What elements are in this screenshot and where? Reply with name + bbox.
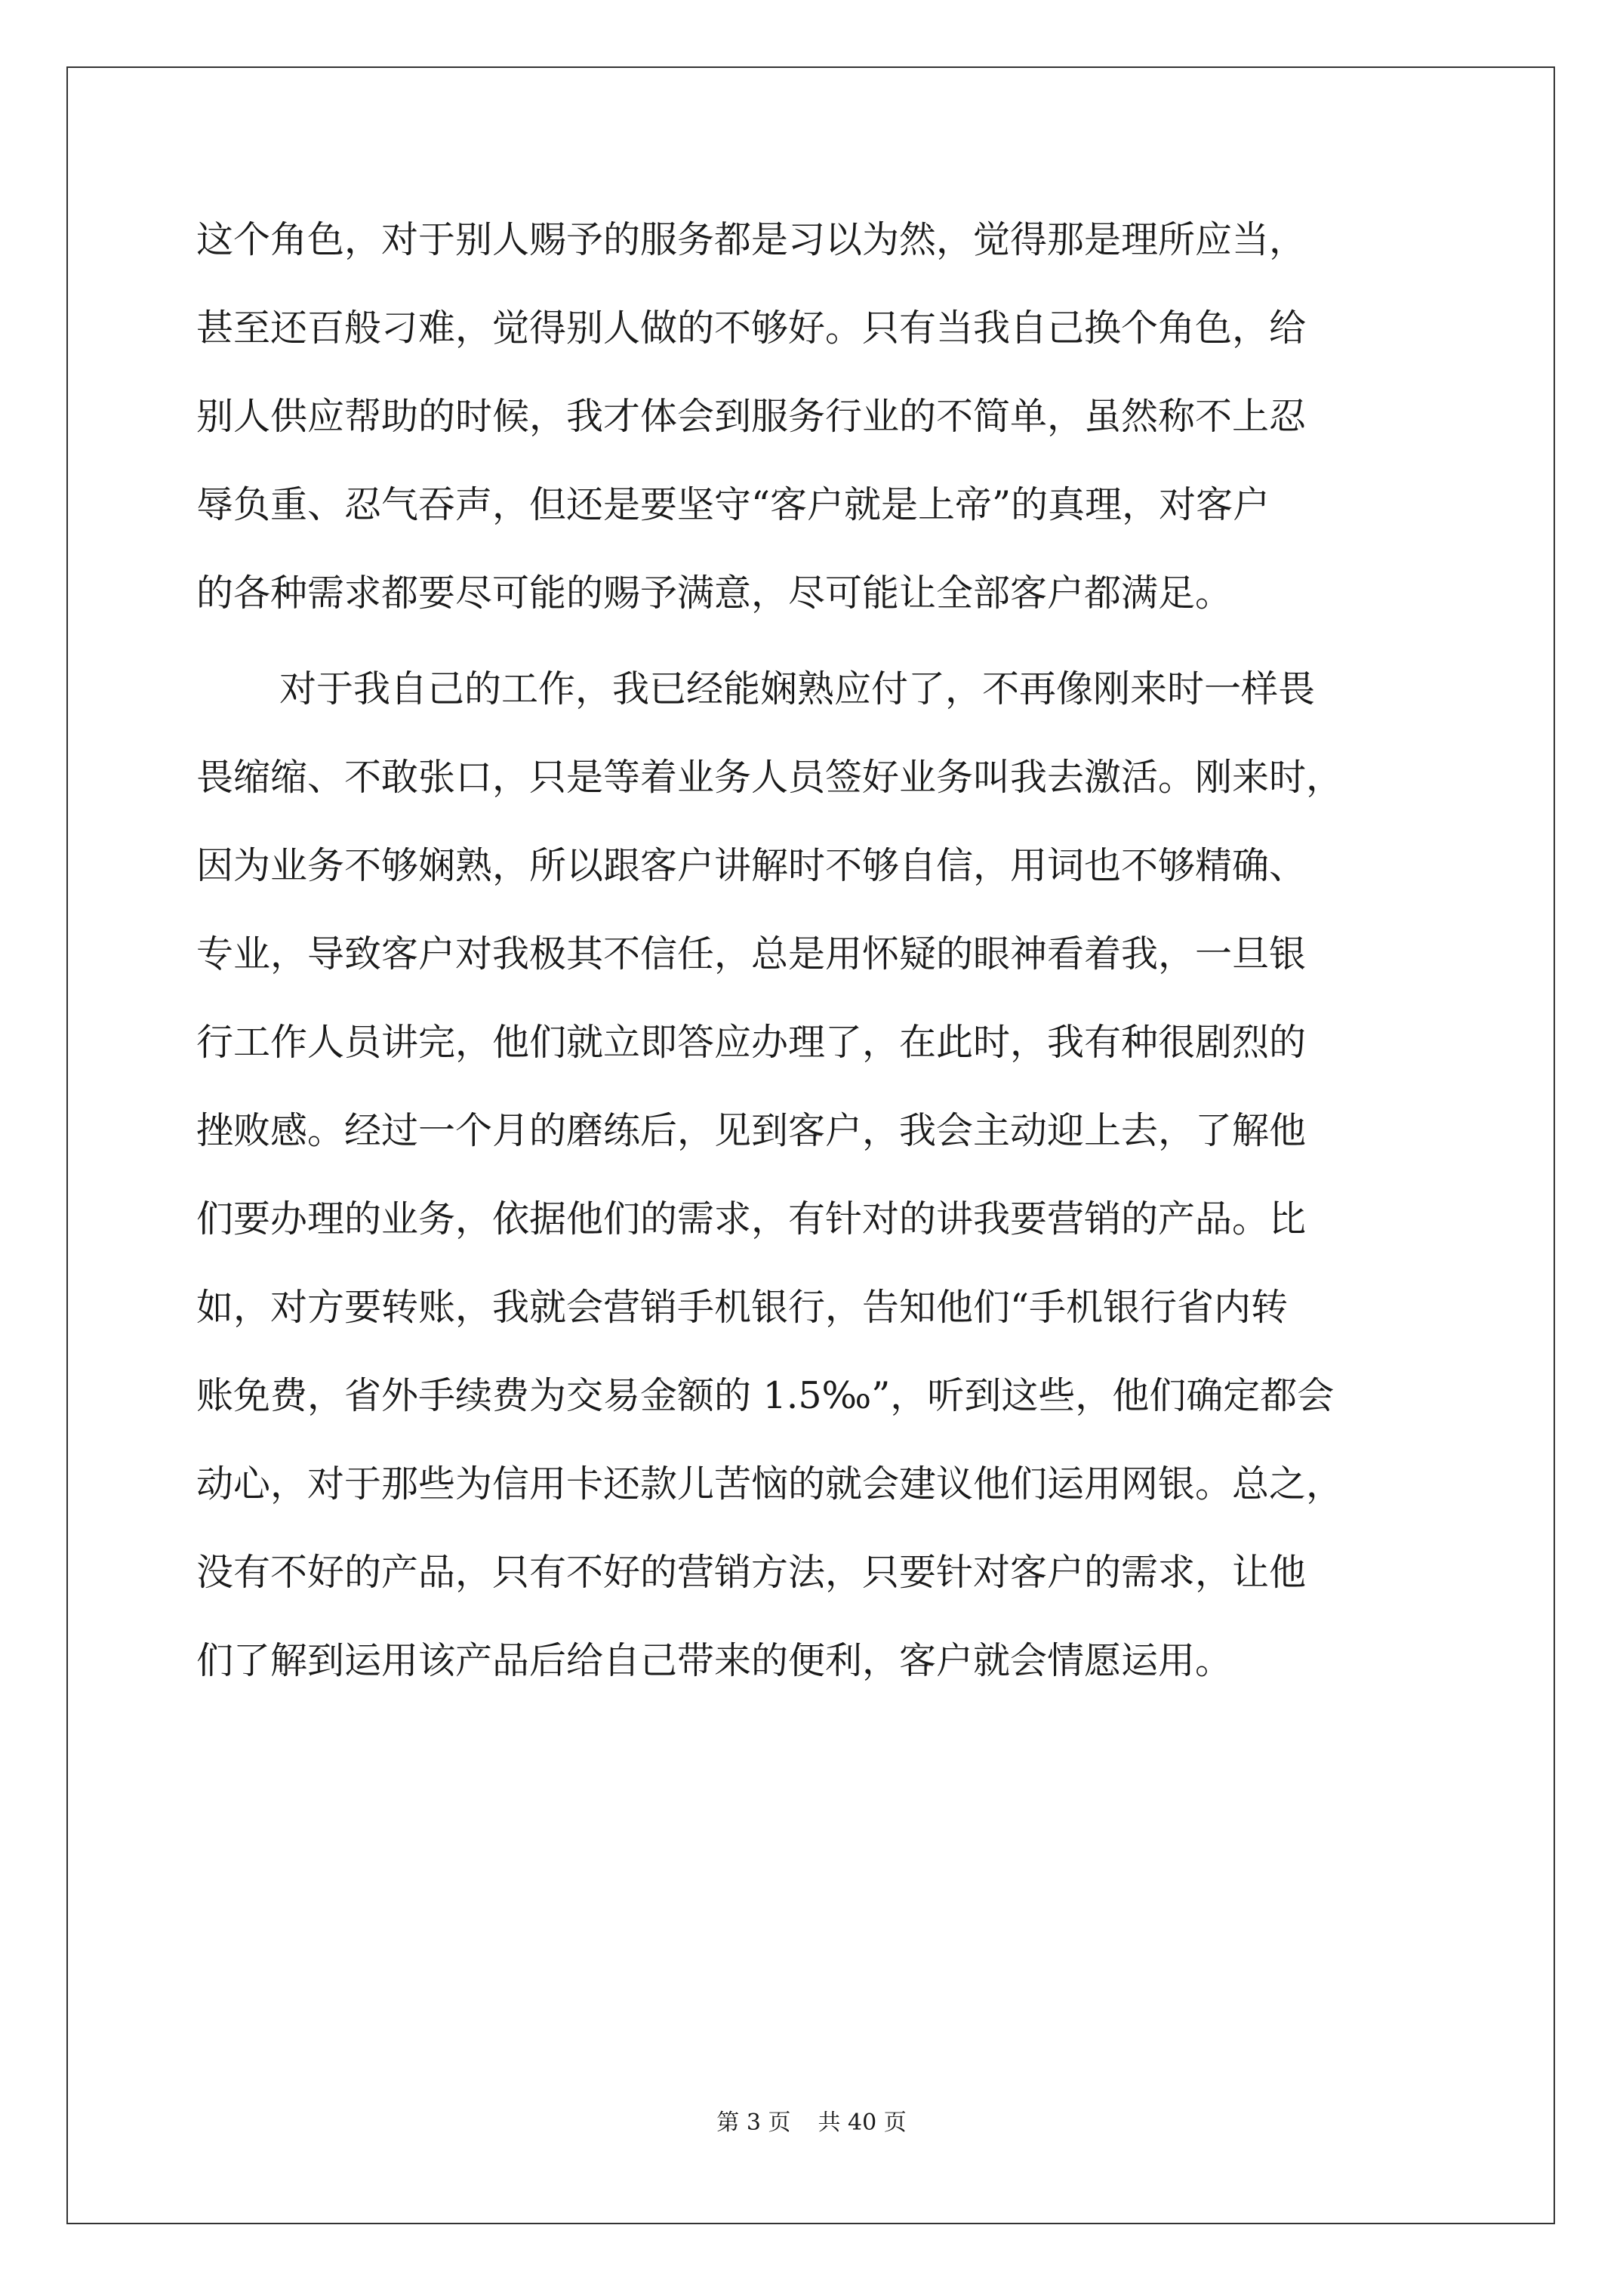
text-line: 因为业务不够娴熟，所以跟客户讲解时不够自信，用词也不够精确、 xyxy=(196,844,1307,887)
text-line: 没有不好的产品，只有不好的营销方法，只要针对客户的需求，让他 xyxy=(196,1551,1307,1594)
text-line: 如，对方要转账，我就会营销手机银行，告知他们“手机银行省内转 xyxy=(196,1286,1289,1329)
text-line: 动心，对于那些为信用卡还款儿苦恼的就会建议他们运用网银。总之， xyxy=(196,1462,1344,1505)
text-line: 的各种需求都要尽可能的赐予满意，尽可能让全部客户都满足。 xyxy=(196,572,1233,615)
page-total: 共 40 页 xyxy=(818,2110,907,2136)
text-line: 畏缩缩、不敢张口，只是等着业务人员签好业务叫我去激活。刚来时， xyxy=(196,756,1344,799)
text-line: 专业，导致客户对我极其不信任，总是用怀疑的眼神看着我，一旦银 xyxy=(196,932,1307,975)
text-line: 挫败感。经过一个月的磨练后，见到客户，我会主动迎上去，了解他 xyxy=(196,1109,1307,1152)
page-number: 第 3 页 xyxy=(716,2110,791,2136)
paragraph-2 xyxy=(196,659,1434,1719)
text-line: 账免费，省外手续费为交易金额的 1.5‰”，听到这些，他们确定都会 xyxy=(196,1374,1335,1417)
text-line: 们要办理的业务，依据他们的需求，有针对的讲我要营销的产品。比 xyxy=(196,1197,1307,1240)
text-line: 们了解到运用该产品后给自己带来的便利，客户就会情愿运用。 xyxy=(196,1639,1233,1682)
page-footer xyxy=(0,2103,1623,2137)
text-line: 甚至还百般刁难，觉得别人做的不够好。只有当我自己换个角色，给 xyxy=(196,307,1307,350)
text-line: 行工作人员讲完，他们就立即答应办理了，在此时，我有种很剧烈的 xyxy=(196,1021,1307,1064)
document-body xyxy=(196,210,1434,1719)
text-line: 别人供应帮助的时候，我才体会到服务行业的不简单，虽然称不上忍 xyxy=(196,395,1307,438)
paragraph-1 xyxy=(196,210,1434,652)
text-line: 这个角色，对于别人赐予的服务都是习以为然，觉得那是理所应当， xyxy=(196,218,1307,261)
text-line: 对于我自己的工作，我已经能娴熟应付了，不再像刚来时一样畏 xyxy=(279,667,1316,710)
text-line: 辱负重、忍气吞声，但还是要坚守“客户就是上帝”的真理，对客户 xyxy=(196,483,1270,526)
